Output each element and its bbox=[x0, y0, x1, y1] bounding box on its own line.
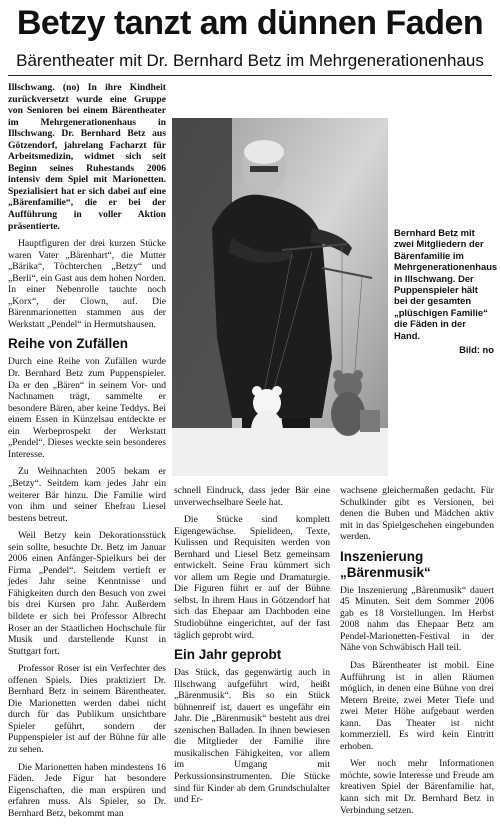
paragraph: Durch eine Reihe von Zufällen wurde Dr. Bernhard Betz zum Puppenspieler. Da er den „Bären“ in seinem Vor- und Nachnamen trägt, sammelte er besondere Bären, aber keine Teddys. Bei einem Essen in Künzelsau entdeckte er ein Werbeprospekt der Werkstatt „Pendel“. Dieses weckte sein besonderes Interesse. bbox=[8, 356, 166, 460]
column-3 bbox=[340, 485, 494, 822]
photo-puppeteer-with-bears bbox=[172, 118, 388, 476]
paragraph: Die Inszenierung „Bärenmusik“ dauert 45 Minuten. Seit dem Sommer 2006 gab es 18 Vorstellungen. Im Herbst 2008 nahm das Ehepaar Betz am Pendel-Marionetten-Festival in der Nähe von Schwäbisch Hall teil. bbox=[340, 584, 494, 654]
paragraph: Wer noch mehr Informationen möchte, sowie Interesse und Freude am kreativen Spiel der Bärenfamilie hat, kann sich mit Dr. Bernhard Betz in Verbindung setzen. bbox=[340, 758, 494, 816]
photo-credit: Bild: no bbox=[459, 344, 494, 355]
paragraph: Die Stücke sind komplett Eigengewächse. Spielideen, Texte, Kulissen und Requisiten werden von Bernhard und Liesel Betz gemeinsam entwickelt. Seine Frau kümmert sich vor allem um Regie und Dramaturgie. Die Figuren führt er auf der Bühne selbst. In ihrem Haus in Götzendorf hat sich das Ehepaar am Dachboden eine Studiobühne eingerichtet, auf der fast täglich geprobt wird. bbox=[174, 514, 330, 641]
paragraph: Hauptfiguren der drei kurzen Stücke waren Vater „Bärenhart“, die Mutter „Bärika“, Töchterchen „Betzy“ und „Berli“, ein Gast aus dem hohen Norden. In einer Nebenrolle tauchte noch „Korx“, der Clown, auf. Die Bärenmarionetten stammen aus der Werkstatt „Pendel“ in Hermutshausen. bbox=[8, 238, 166, 330]
subheading-ein-jahr: Ein Jahr geprobt bbox=[174, 647, 282, 663]
paragraph: wachsene gleichermaßen gedacht. Für Schulkinder gibt es Versionen, bei denen die Buben und Mädchen aktiv mit in das Spielgeschehen eingebunden werden. bbox=[340, 485, 494, 543]
subheading-inszenierung: Inszenierung „Bärenmusik“ bbox=[340, 548, 431, 580]
lead-paragraph: Illschwang. (no) In ihre Kindheit zurückversetzt wurde eine Gruppe von Senioren bei einem Bärentheater im Mehrgenerationenhaus in Illschwang. Dr. Bernhard Betz aus Götzendorf, jahrelang Facharzt für Arbeitsmedizin, widmet sich seit Beginn seines Ruhestands 2006 intensiv dem Spiel mit Marionetten. Spezialisiert hat er sich dabei auf eine „Bärenfamilie“, die er bei der Aufführung in voller Aktion präsentierte. bbox=[8, 82, 166, 232]
column-1 bbox=[8, 82, 166, 825]
headline: Betzy tanzt am dünnen Faden bbox=[16, 4, 484, 42]
paragraph: Das Stück, das gegenwärtig auch in Illschwang aufgeführt wird, heißt „Bärenmusik“. Bis so ein Stück bühnenreif ist, dauert es ungefähr ein Jahr. Die „Bärenmusik“ besteht aus drei szenischen Balladen. In ihnen bewiesen die Mitglieder der Familie ihre musikalischen Fähigkeiten, vor allem im Umgang mit Perkussionsinstrumenten. Die Stücke sind für Kinder ab dem Grundschulalter und Er- bbox=[174, 667, 330, 806]
rule-top bbox=[8, 75, 492, 76]
subheading-reihe: Reihe von Zufällen bbox=[8, 336, 129, 352]
paragraph: schnell Eindruck, dass jeder Bär eine unverwechselbare Seele hat. bbox=[174, 485, 330, 508]
column-2 bbox=[174, 485, 330, 812]
photo-caption: Bernhard Betz mit zwei Mitgliedern der Bärenfamilie im Mehrgenerationenhaus in Illschwang. Der Puppenspieler hält bei der gesamten „plüschigen Familie“ die Fäden in der Hand. bbox=[394, 227, 498, 341]
paragraph: Die Marionetten haben mindestens 16 Fäden. Jede Figur hat besondere Eigenschaften, die man erspüren und erfahren muss. Als Spieler, so Dr. Bernhard Betz, bekommt man bbox=[8, 761, 166, 819]
paragraph: Professor Roser ist ein Verfechter des offenen Spiels. Dies praktiziert Dr. Bernhard Betz in seinem Bärentheater. Die Marionetten werden dabei nicht durch für das Publikum unsichtbare Spieler geführt, sondern der Puppenspieler ist auf der Bühne für alle zu sehen. bbox=[8, 663, 166, 755]
paragraph: Das Bärentheater ist mobil. Eine Aufführung ist in allen Räumen möglich, in denen eine Bühne von drei Metern Breite, zwei Meter Tiefe und zwei Meter Höhe aufgebaut werden kann. Das Theater ist nicht kommerziell. Es wird kein Eintritt erhoben. bbox=[340, 660, 494, 752]
subheadline: Bärentheater mit Dr. Bernhard Betz im Mehrgenerationenhaus bbox=[16, 51, 484, 70]
article-photo bbox=[172, 118, 388, 476]
paragraph: Weil Betzy kein Dekorationsstück sein sollte, besuchte Dr. Betz im Januar 2006 einen Anfänger-Spielkurs bei der Firma „Pendel“. Seitdem vertieft er jedes Jahr seine Kenntnisse und Fähigkeiten durch den Besuch von zwei bis drei Kursen pro Jahr. Außerdem bildete er sich bei Professor Albrecht Roser an der Staatlichen Hochschule für Musik und darstellende Kunst in Stuttgart fort. bbox=[8, 530, 166, 657]
paragraph: Zu Weihnachten 2005 bekam er „Betzy“. Seitdem kam jedes Jahr ein weiterer Bär hinzu. Die Familie wird von ihm und seiner Ehefrau Liesel bestens betreut. bbox=[8, 466, 166, 524]
